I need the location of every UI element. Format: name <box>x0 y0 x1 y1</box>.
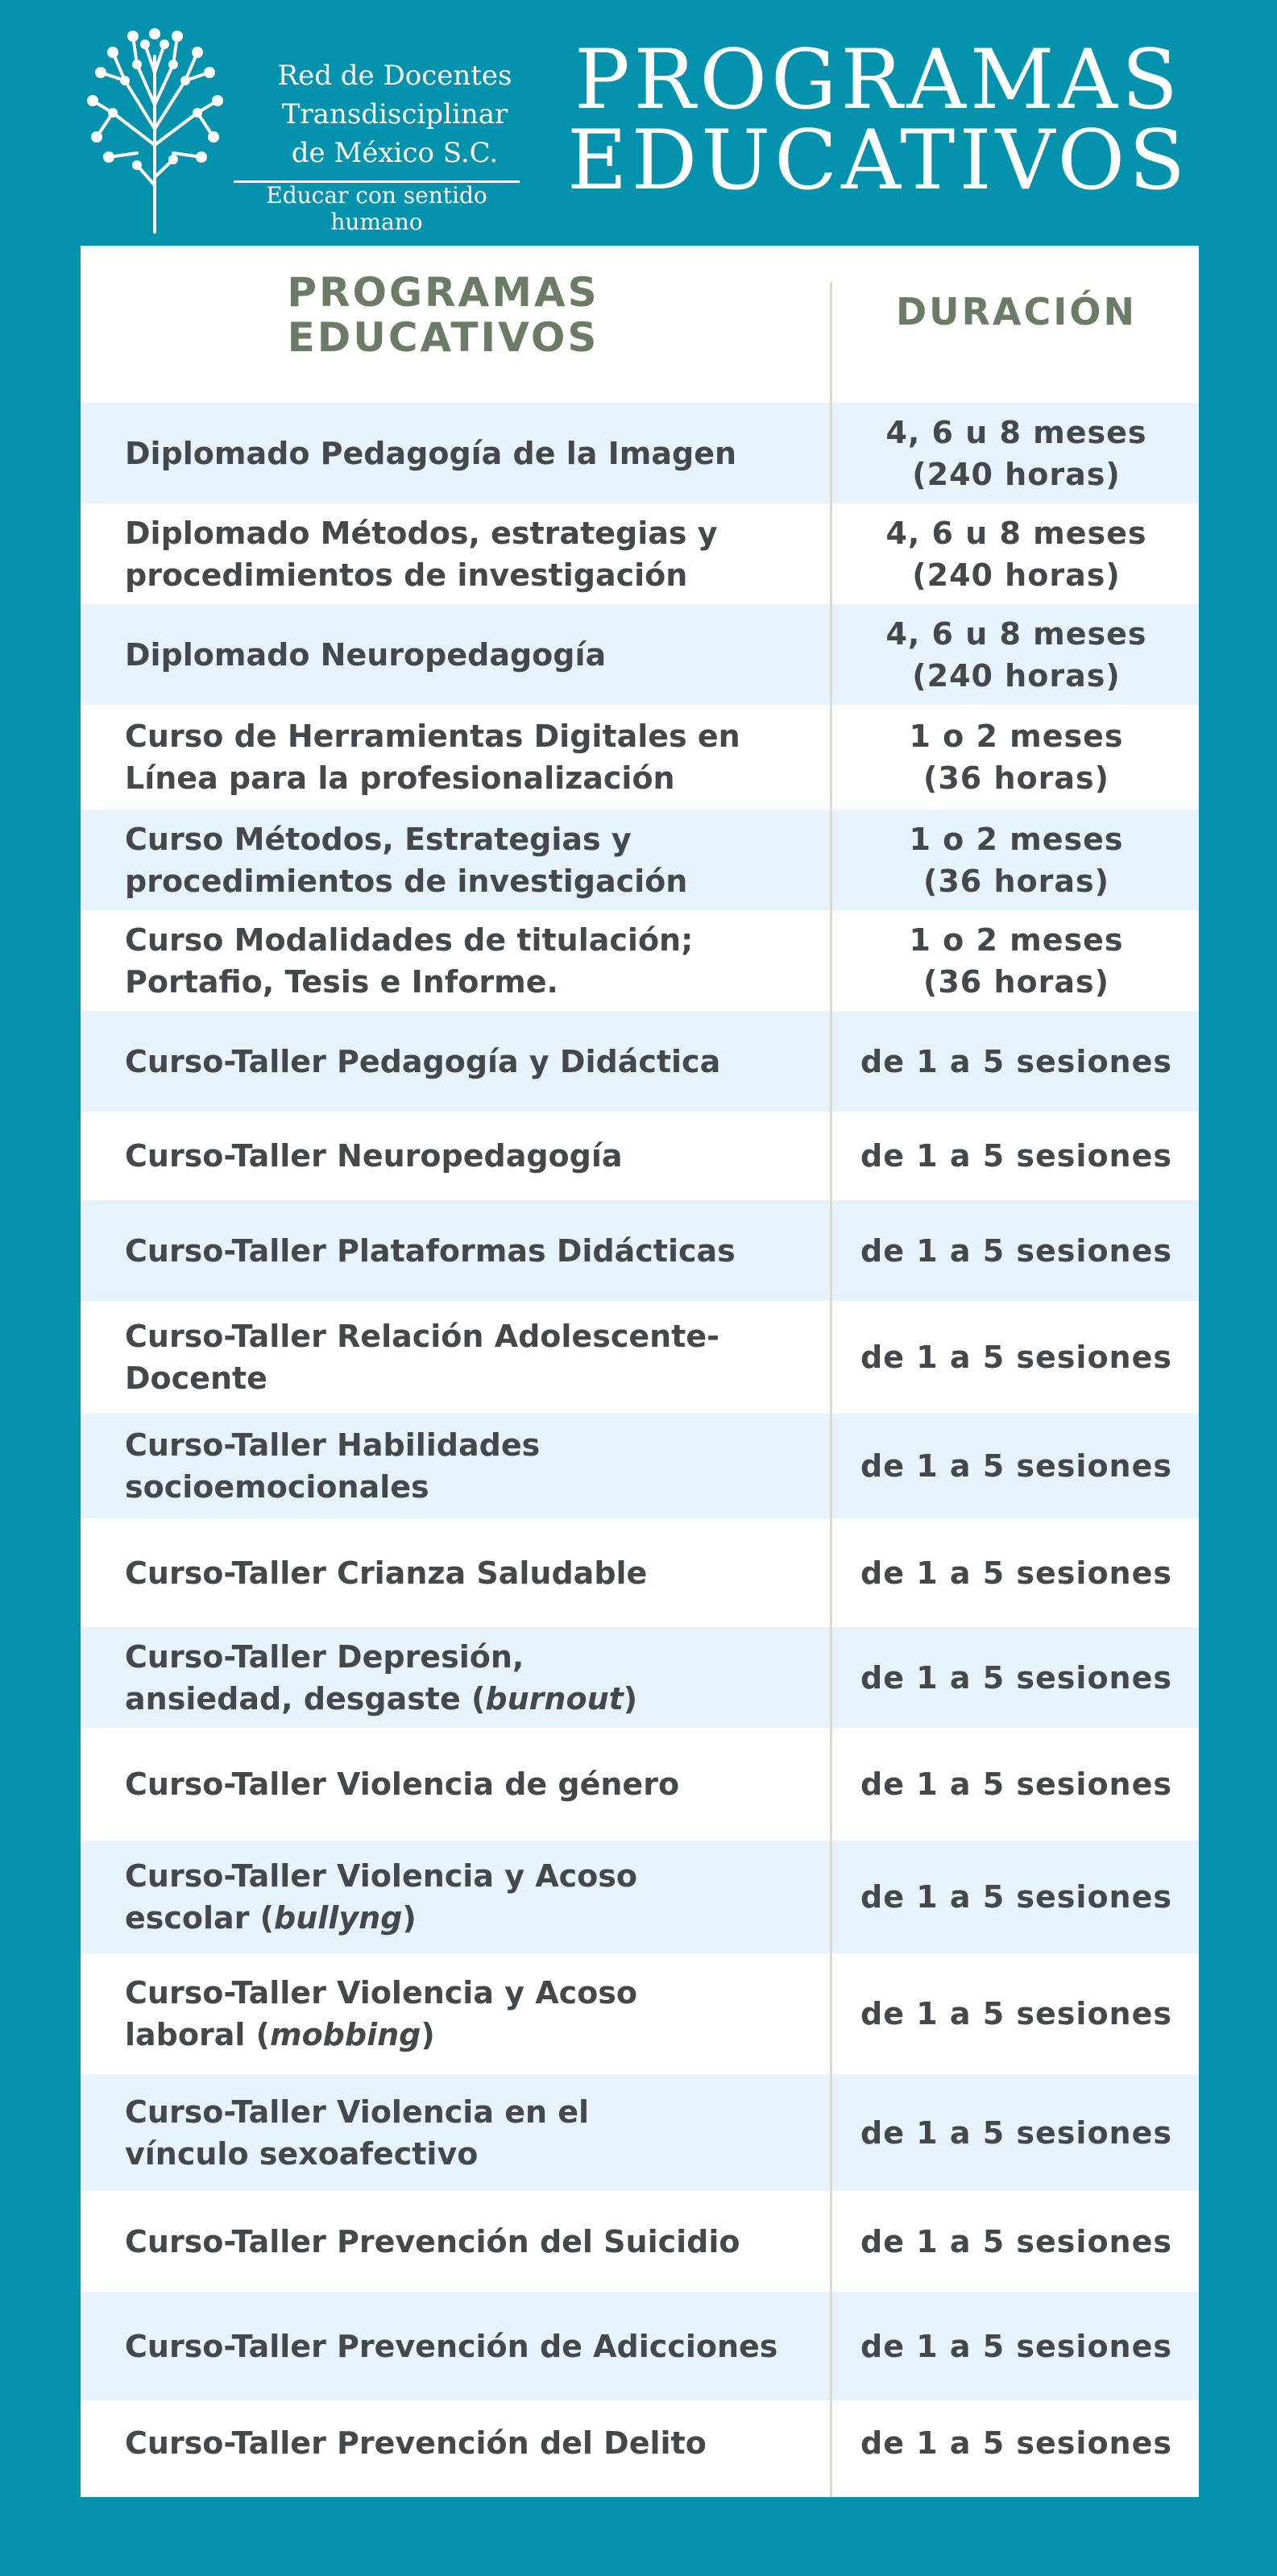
program-duration <box>834 1518 1199 1627</box>
tree-logo-icon <box>81 24 230 234</box>
program-duration-line: de 1 a 5 sesiones <box>860 1340 1172 1375</box>
organization-name-line: Transdisciplinar <box>281 98 508 130</box>
program-name <box>125 403 818 503</box>
program-name-line: Diplomado Pedagogía de la Imagen <box>125 435 737 471</box>
program-name-emphasis: mobbing <box>269 2017 421 2052</box>
column-header-duration: DURACIÓN <box>895 290 1138 333</box>
program-duration <box>834 1301 1199 1414</box>
program-name-line: Curso-Taller Violencia y Acoso <box>125 1858 637 1894</box>
program-name-line: Curso-Taller Pedagogía y Didáctica <box>125 1043 721 1079</box>
program-duration-line: 4, 6 u 8 meses <box>885 414 1147 450</box>
table-row <box>81 1627 1199 1728</box>
program-duration <box>834 1200 1199 1301</box>
program-duration-line: de 1 a 5 sesiones <box>860 1879 1172 1915</box>
organization-name-line: de México S.C. <box>291 137 499 169</box>
page-title <box>564 32 1192 209</box>
organization-name <box>262 56 528 172</box>
program-name <box>125 1200 818 1301</box>
program-duration <box>834 1953 1199 2074</box>
program-duration-line: 1 o 2 meses <box>909 821 1124 857</box>
page-header <box>0 0 1277 242</box>
table-row <box>81 1841 1199 1953</box>
table-row <box>81 1200 1199 1301</box>
program-name-line: Curso-Taller Relación Adolescente- <box>125 1319 719 1354</box>
program-name <box>125 1728 818 1841</box>
table-header <box>81 246 1199 403</box>
program-name-line: Docente <box>125 1360 267 1396</box>
program-duration-line: de 1 a 5 sesiones <box>860 2425 1172 2461</box>
program-duration-line: 1 o 2 meses <box>909 719 1124 754</box>
program-name-line: escolar (bullyng) <box>125 1900 417 1936</box>
program-duration-line: (240 horas) <box>912 657 1121 694</box>
table-row <box>81 1414 1199 1518</box>
program-name-line: laboral (mobbing) <box>125 2017 435 2052</box>
program-name <box>125 2292 818 2400</box>
program-duration <box>834 2191 1199 2292</box>
program-duration-line: 4, 6 u 8 meses <box>885 615 1147 652</box>
program-name <box>125 1112 818 1200</box>
program-name <box>125 2074 818 2191</box>
column-header-line: EDUCATIVOS <box>287 314 599 361</box>
program-duration <box>834 604 1199 705</box>
program-duration-line: de 1 a 5 sesiones <box>860 1996 1172 2031</box>
program-name-line: Curso-Taller Plataformas Didácticas <box>125 1232 736 1269</box>
table-row <box>81 705 1199 810</box>
program-name-emphasis: burnout <box>485 1680 624 1717</box>
program-name-line: Curso-Taller Crianza Saludable <box>125 1555 648 1591</box>
program-duration <box>834 1414 1199 1518</box>
table-row <box>81 1301 1199 1414</box>
program-name-line: Curso Métodos, Estrategias y <box>125 821 632 857</box>
program-duration-line: de 1 a 5 sesiones <box>860 1232 1172 1269</box>
program-name-line: Curso-Taller Habilidades <box>125 1427 541 1463</box>
program-duration-line: de 1 a 5 sesiones <box>860 1138 1172 1174</box>
program-name <box>125 910 818 1011</box>
program-name-line: Curso-Taller Violencia y Acoso <box>125 1975 637 2011</box>
program-name <box>125 810 818 910</box>
program-name-line: Curso-Taller Violencia en el <box>125 2094 590 2130</box>
program-name <box>125 1627 818 1728</box>
program-name <box>125 2191 818 2292</box>
column-header-line: PROGRAMAS <box>287 269 599 316</box>
program-duration <box>834 503 1199 604</box>
column-divider <box>830 282 832 2497</box>
program-duration <box>834 910 1199 1011</box>
program-duration <box>834 810 1199 910</box>
table-row <box>81 1011 1199 1112</box>
organization-tagline: Educar con sentido humano <box>266 182 487 235</box>
program-name-emphasis: bullyng <box>274 1900 403 1936</box>
program-duration-line: de 1 a 5 sesiones <box>860 1766 1172 1802</box>
programs-table <box>81 246 1199 2497</box>
program-duration <box>834 1112 1199 1200</box>
program-duration-line: (36 horas) <box>923 963 1109 1000</box>
table-row <box>81 403 1199 503</box>
program-duration-line: de 1 a 5 sesiones <box>860 1448 1172 1484</box>
page-title-line: EDUCATIVOS <box>566 113 1190 209</box>
program-duration-line: (240 horas) <box>912 456 1121 492</box>
program-duration <box>834 705 1199 810</box>
program-duration <box>834 1728 1199 1841</box>
organization-name-line: Red de Docentes <box>277 60 512 92</box>
program-duration <box>834 2292 1199 2400</box>
program-duration <box>834 1841 1199 1953</box>
program-name-line: procedimientos de investigación <box>125 863 688 899</box>
program-duration-line: de 1 a 5 sesiones <box>860 2223 1172 2259</box>
table-row <box>81 2292 1199 2400</box>
table-row <box>81 503 1199 604</box>
program-duration-line: 1 o 2 meses <box>909 921 1124 958</box>
program-duration <box>834 403 1199 503</box>
program-duration-line: de 1 a 5 sesiones <box>860 1555 1172 1591</box>
program-name <box>125 1301 818 1414</box>
program-duration-line: (36 horas) <box>923 863 1109 899</box>
table-row <box>81 1112 1199 1200</box>
program-name-line: socioemocionales <box>125 1469 429 1505</box>
program-name-line: Curso-Taller Neuropedagogía <box>125 1138 623 1174</box>
program-name <box>125 1414 818 1518</box>
program-name-line: Curso-Taller Prevención de Adicciones <box>125 2328 778 2364</box>
program-name-line: Diplomado Métodos, estrategias y <box>125 515 718 551</box>
program-name-line: Curso-Taller Violencia de género <box>125 1766 680 1802</box>
program-duration-line: 4, 6 u 8 meses <box>885 515 1147 551</box>
program-name <box>125 1011 818 1112</box>
program-duration <box>834 1627 1199 1728</box>
program-name-line: Curso-Taller Prevención del Delito <box>125 2425 707 2461</box>
program-name <box>125 1518 818 1627</box>
table-row <box>81 604 1199 705</box>
table-row <box>81 1728 1199 1841</box>
table-row <box>81 2400 1199 2485</box>
table-row <box>81 910 1199 1011</box>
table-row <box>81 2074 1199 2191</box>
program-name-line: Curso de Herramientas Digitales en <box>125 719 740 754</box>
program-name-line: Curso-Taller Prevención del Suicidio <box>125 2223 740 2259</box>
program-name <box>125 503 818 604</box>
program-duration <box>834 2074 1199 2191</box>
program-duration-line: de 1 a 5 sesiones <box>860 1043 1172 1079</box>
program-duration <box>834 1011 1199 1112</box>
program-name-line: Curso Modalidades de titulación; <box>125 921 694 958</box>
table-row <box>81 1953 1199 2074</box>
program-name-line: Diplomado Neuropedagogía <box>125 636 607 673</box>
table-row <box>81 2191 1199 2292</box>
program-name-line: Portafio, Tesis e Informe. <box>125 963 558 1000</box>
program-name-line: Línea para la profesionalización <box>125 760 675 796</box>
program-duration-line: (36 horas) <box>923 760 1109 796</box>
program-name <box>125 1953 818 2074</box>
column-header-program <box>81 270 806 360</box>
table-row <box>81 1518 1199 1627</box>
program-name <box>125 705 818 810</box>
program-name <box>125 604 818 705</box>
program-duration-line: de 1 a 5 sesiones <box>860 1659 1172 1696</box>
program-duration-line: de 1 a 5 sesiones <box>860 2328 1172 2364</box>
program-duration-line: de 1 a 5 sesiones <box>860 2114 1172 2151</box>
program-name-line: ansiedad, desgaste (burnout) <box>125 1680 638 1717</box>
table-row <box>81 810 1199 910</box>
program-name <box>125 1841 818 1953</box>
program-duration-line: (240 horas) <box>912 557 1121 593</box>
program-duration <box>834 2400 1199 2485</box>
program-name-line: Curso-Taller Depresión, <box>125 1638 524 1675</box>
page-title-line: PROGRAMAS <box>574 32 1182 128</box>
program-name-line: procedimientos de investigación <box>125 557 688 593</box>
program-name-line: vínculo sexoafectivo <box>125 2135 479 2172</box>
program-name <box>125 2400 818 2485</box>
